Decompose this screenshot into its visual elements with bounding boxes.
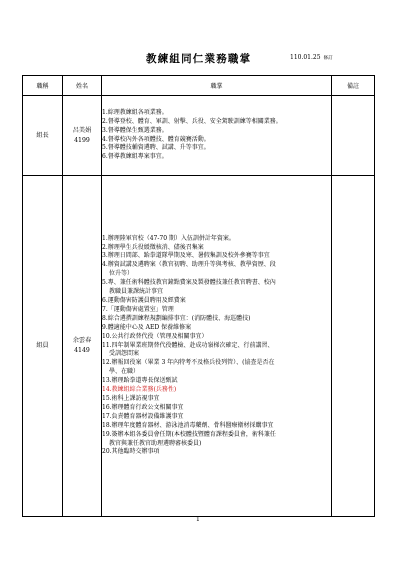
- duty-item: 5.督導體技輔資遴聘、試講、升等事宜。: [102, 144, 210, 152]
- notes-cell: [332, 96, 375, 176]
- table-row: [23, 176, 375, 517]
- duty-item: [102, 448, 331, 457]
- column-header-notes: 備註: [332, 76, 375, 96]
- duty-text: 10.公共行政替代役（管理及相關事宜）: [102, 332, 208, 340]
- duty-text: 20.其他臨時交辦事項: [102, 448, 160, 456]
- duty-text: 14.教練組綜合業務(兵務性): [102, 386, 177, 394]
- duty-item: [102, 315, 331, 324]
- duty-item: [102, 261, 331, 279]
- duty-text-continued: 教職員兼課統計事宜: [109, 288, 164, 296]
- duty-item: [102, 359, 331, 377]
- duty-text: 13.辦理跆拳道專長保送甄試: [102, 377, 178, 385]
- duty-item: 6.督導教練組專案事宜。: [102, 153, 168, 161]
- staff-extension: 4149: [74, 347, 90, 354]
- duty-text-continued: 受訓怨問案: [109, 350, 140, 358]
- table-header-row: [23, 76, 375, 96]
- duty-text: 11.四年制畢業班期替代役體檢、赴成功嶺梯次確定、行前講習、: [102, 341, 274, 349]
- revision-label: 修訂: [323, 56, 333, 61]
- duty-item: [102, 422, 331, 431]
- duty-text-continued: 教官與兼任教官助理遴聘審核委員): [109, 439, 202, 447]
- duty-item: [102, 431, 331, 449]
- duty-text: 2.辦理學生兵役緩徵核消、儘後召集案: [102, 243, 204, 251]
- duty-text: 7.「運動傷害處置室」管理: [102, 305, 174, 313]
- duty-text: 5.專、兼任術科體技教官鐘點費案及製發體技兼任教官聘書、校內: [102, 279, 276, 287]
- table-row: [23, 96, 375, 176]
- duty-text: 16.辦理體育行政公文相關事宜: [102, 403, 184, 411]
- duty-text: 15.術科上課訪視事宜: [102, 394, 160, 402]
- duty-text: 9.體適能中心及 AED 保養維修案: [102, 323, 192, 331]
- notes-cell: [332, 176, 375, 517]
- duties-cell: [102, 176, 332, 517]
- duty-item: [102, 342, 331, 360]
- duty-text: 17.負責體育器材設備維護事宜: [102, 412, 184, 420]
- duty-text: 19.簽辦本組各委員會任期(本校體技暨體育課程委員會，術科兼任: [102, 430, 276, 438]
- duty-item: [102, 395, 331, 404]
- duty-item: [102, 297, 331, 306]
- name-cell: [63, 176, 102, 517]
- duty-item: 4.督導校內外各項體技、體育競賽活動。: [102, 135, 210, 143]
- page-number: 1: [196, 516, 200, 523]
- name-cell: [63, 96, 102, 176]
- duty-item: 3.督導體保生甄選業務。: [102, 126, 168, 134]
- staff-name: 呂美娟: [72, 126, 92, 134]
- duty-item: [102, 333, 331, 342]
- duty-text-continued: 學、在職）: [109, 368, 140, 376]
- duty-text: 18.辦理年度體育器材、游泳池消毒藥劑、骨科醫療衛材採購事宜: [102, 421, 274, 429]
- duty-item: [102, 377, 331, 386]
- duties-cell: [102, 96, 332, 176]
- revision-date: [290, 54, 333, 61]
- duty-text: 8.綜合遴撰訓練程規劃編排事宜：(消防體技、海巡體技): [102, 314, 251, 322]
- duty-item: 2.督導登校、體育、軍訓、射擊、兵役、安全駕駛訓練等相關業務。: [102, 117, 282, 125]
- duty-text-continued: 位升等）: [109, 270, 134, 278]
- duty-item: [102, 306, 331, 315]
- duty-item: [102, 235, 331, 244]
- duty-item: [102, 279, 331, 297]
- column-header-name: 姓名: [63, 76, 102, 96]
- column-header-position: 職稱: [23, 76, 63, 96]
- duty-item: [102, 386, 331, 395]
- duty-item: [102, 324, 331, 333]
- duty-item: [102, 404, 331, 413]
- duty-item: 1.綜理教練組各項業務。: [102, 108, 168, 116]
- position-cell: 組長: [23, 96, 63, 176]
- duty-text: 3.辦理日間部、跆拳道隊學期及寒、暑假集訓及校外參賽等事宜: [102, 252, 270, 260]
- page-header: [0, 50, 400, 66]
- duty-text: 12.辦報回役案（畢業 3 年內特考不及格兵役列管）、(協查是否在: [102, 359, 275, 367]
- duty-text: 4.辦資試講及遴聘案（教官初聘、助理升等與考核、教學資歷、段: [102, 261, 276, 269]
- duties-table: [22, 75, 375, 517]
- duty-item: [102, 413, 331, 422]
- page-title: 教練組同仁業務職掌: [146, 53, 252, 65]
- staff-name: 余雲春: [72, 337, 92, 344]
- column-header-duties: 職掌: [102, 76, 332, 96]
- position-cell: 組員: [23, 176, 63, 517]
- staff-extension: 4199: [74, 136, 90, 144]
- duty-text: 6.運動傷害防護員聘用及經費案: [102, 297, 186, 305]
- revision-date-value: 110.01.25: [290, 54, 321, 61]
- duty-text: 1.辦理陸軍官校（47-70 期）入伍訓併計年資案。: [102, 234, 235, 242]
